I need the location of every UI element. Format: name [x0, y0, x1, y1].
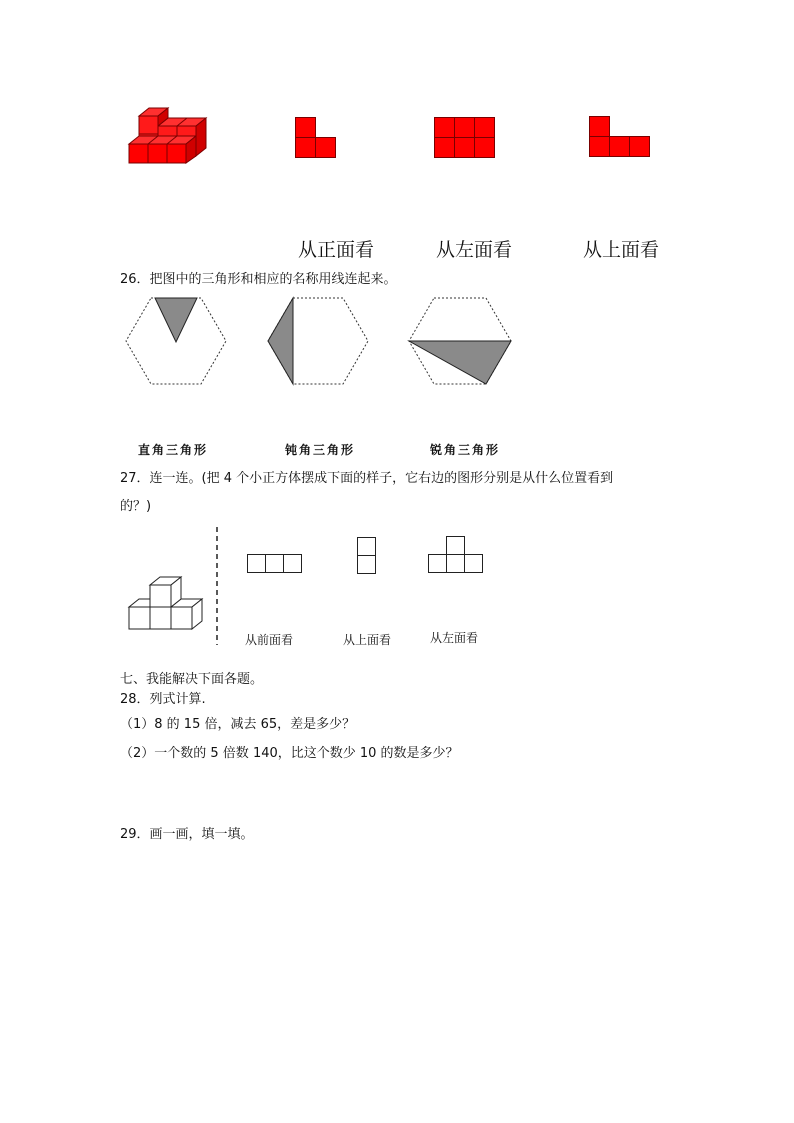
top-view-shape — [589, 116, 651, 158]
question-28-title: 28．列式计算. — [120, 692, 206, 707]
view-label-front: 从正面看 — [298, 239, 375, 261]
question-27-title-line2: 的？) — [120, 499, 152, 514]
triangle-label-acute: 锐角三角形 — [430, 443, 501, 457]
dashed-divider — [215, 527, 219, 645]
left-view-shape — [434, 117, 496, 159]
view-shape-t-shape — [428, 536, 485, 574]
view-label-from-top: 从上面看 — [343, 633, 392, 647]
triangle-label-obtuse: 钝角三角形 — [285, 443, 356, 457]
view-label-from-left: 从左面看 — [430, 631, 479, 645]
question-26-title: 26．把图中的三角形和相应的名称用线连起来。 — [120, 272, 397, 287]
hexagon-2 — [267, 297, 369, 387]
white-cube-figure — [127, 574, 207, 632]
view-shape-two-stacked — [357, 537, 377, 575]
hexagon-1 — [125, 297, 227, 387]
question-27-title-line1: 27．连一连。(把 4 个小正方体摆成下面的样子，它右边的图形分别是从什么位置看到 — [120, 471, 614, 486]
question-29-title: 29．画一画，填一填。 — [120, 827, 254, 842]
view-shape-three-in-row — [247, 554, 304, 574]
view-label-left: 从左面看 — [436, 239, 513, 261]
question-28-item-2: （2）一个数的 5 倍数 140，比这个数少 10 的数是多少？ — [120, 746, 459, 761]
front-view-shape — [295, 117, 337, 159]
question-28-item-1: （1）8 的 15 倍，减去 65，差是多少？ — [120, 717, 356, 732]
hexagon-3 — [408, 297, 512, 387]
section-7-heading: 七、我能解决下面各题。 — [120, 672, 264, 687]
view-label-from-front: 从前面看 — [245, 633, 294, 647]
triangle-label-right: 直角三角形 — [138, 443, 209, 457]
red-cube-figure — [128, 104, 208, 166]
view-label-top: 从上面看 — [583, 239, 660, 261]
